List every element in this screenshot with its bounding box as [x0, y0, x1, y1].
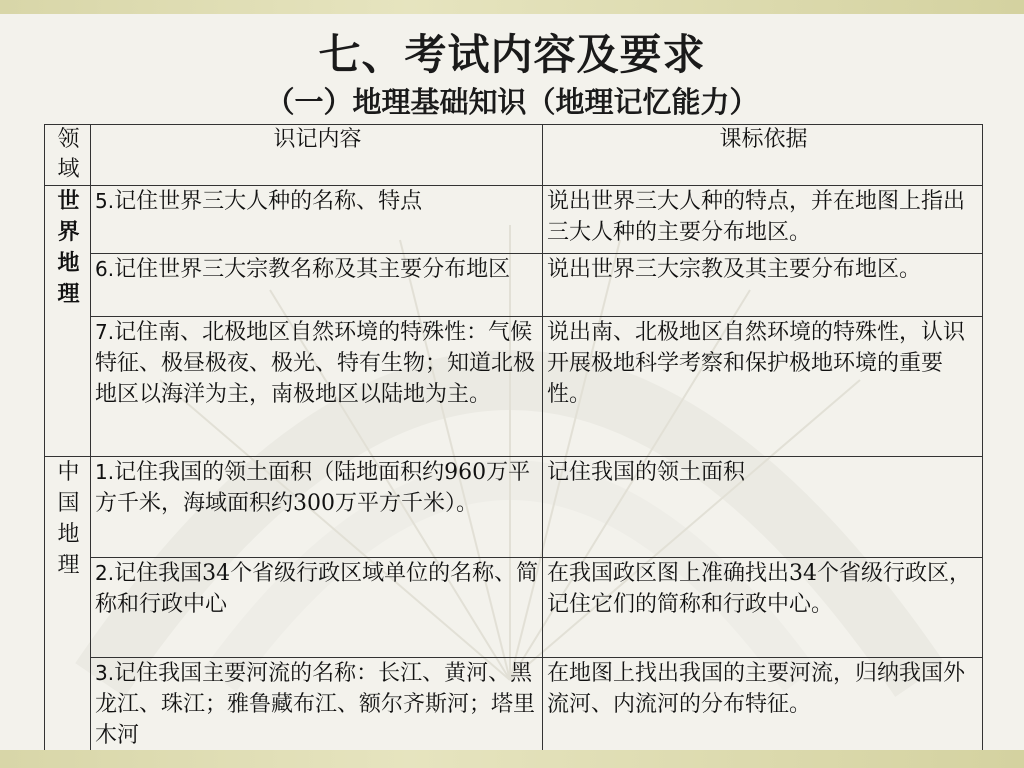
- basis-header: 课标依据: [543, 125, 983, 186]
- content-cell: 1.记住我国的领土面积（陆地面积约960万平方千米，海域面积约300万平方千米）。: [91, 457, 543, 558]
- basis-cell: 说出世界三大宗教及其主要分布地区。: [543, 254, 983, 317]
- table-header-row: [45, 125, 983, 186]
- content-cell: 6.记住世界三大宗教名称及其主要分布地区: [91, 254, 543, 317]
- content-cell: 3.记住我国主要河流的名称：长江、黄河、黑龙江、珠江；雅鲁藏布江、额尔齐斯河；塔里木河: [91, 658, 543, 762]
- content-header: 识记内容: [91, 125, 543, 186]
- exam-content-table: [44, 124, 983, 762]
- table-row: [45, 186, 983, 254]
- bottom-decorative-bar: [0, 750, 1024, 768]
- table-row: [45, 254, 983, 317]
- content-cell: 7.记住南、北极地区自然环境的特殊性：气候特征、极昼极夜、极光、特有生物；知道北极地区以海洋为主，南极地区以陆地为主。: [91, 317, 543, 457]
- table-row: [45, 317, 983, 457]
- slide-subtitle: （一）地理基础知识（地理记忆能力）: [265, 85, 759, 119]
- basis-cell: 说出世界三大人种的特点，并在地图上指出三大人种的主要分布地区。: [543, 186, 983, 254]
- basis-cell: 在地图上找出我国的主要河流，归纳我国外流河、内流河的分布特征。: [543, 658, 983, 762]
- basis-cell: 在我国政区图上准确找出34个省级行政区，记住它们的简称和行政中心。: [543, 558, 983, 658]
- area-header: 领域: [45, 125, 91, 186]
- table-row: [45, 658, 983, 762]
- top-decorative-bar: [0, 0, 1024, 14]
- content-cell: 2.记住我国34个省级行政区域单位的名称、简称和行政中心: [91, 558, 543, 658]
- table-row: [45, 457, 983, 558]
- basis-cell: 说出南、北极地区自然环境的特殊性，认识开展极地科学考察和保护极地环境的重要性。: [543, 317, 983, 457]
- basis-cell: 记住我国的领土面积: [543, 457, 983, 558]
- slide-title: 七、考试内容及要求: [318, 30, 706, 79]
- table-row: [45, 558, 983, 658]
- content-cell: 5.记住世界三大人种的名称、特点: [91, 186, 543, 254]
- area-china-geography: 中 国 地 理: [45, 457, 91, 762]
- area-world-geography: 世 界 地 理: [45, 186, 91, 457]
